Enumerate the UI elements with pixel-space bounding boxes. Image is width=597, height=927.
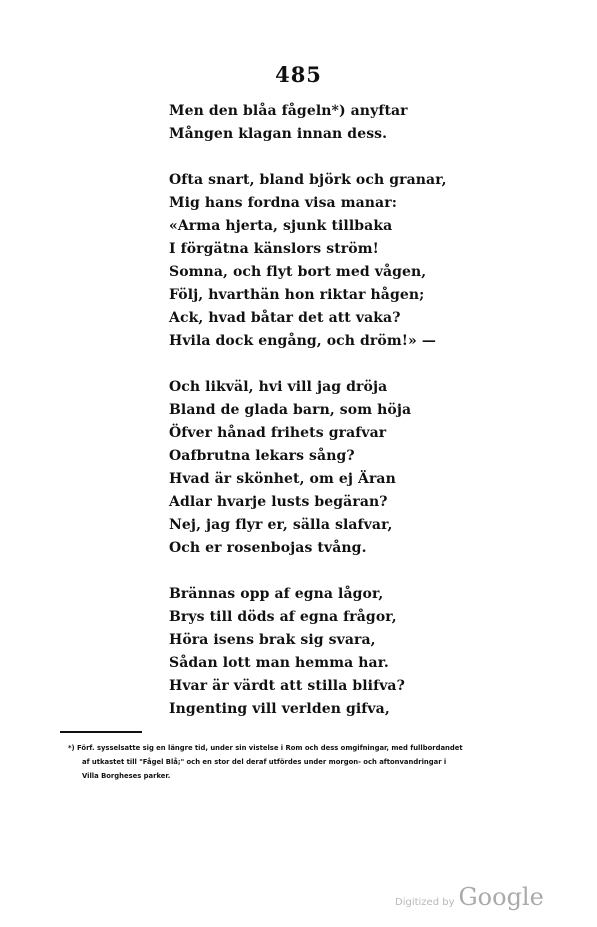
poem-line: Adlar hvarje lusts begäran? — [169, 494, 388, 510]
poem-line: Somna, och flyt bort med vågen, — [169, 264, 427, 280]
poem-line: Och likväl, hvi vill jag dröja — [169, 379, 388, 395]
digitized-watermark — [395, 883, 544, 911]
poem-line: Mig hans fordna visa manar: — [169, 195, 397, 211]
footnote-line: af utkastet till "Fågel Blå;" och en stor del deraf utfördes under morgon- och aftonvandringar i — [82, 758, 447, 766]
poem-line: Och er rosenbojas tvång. — [169, 540, 367, 556]
google-logo: Google — [458, 883, 544, 911]
poem-line: Hvar är värdt att stilla blifva? — [169, 678, 405, 694]
poem-line: Oafbrutna lekars sång? — [169, 448, 355, 464]
stanza-break — [169, 353, 447, 376]
poem-line: Ofta snart, bland björk och granar, — [169, 172, 447, 188]
poem-line: Bland de glada barn, som höja — [169, 402, 412, 418]
stanza-break — [169, 146, 447, 169]
poem-line: Men den blåa fågeln*) anyftar — [169, 103, 408, 119]
stanza-break — [169, 560, 447, 583]
poem-line: Öfver hånad frihets grafvar — [169, 425, 387, 441]
poem-line: Mången klagan innan dess. — [169, 126, 388, 142]
poem-line: Höra isens brak sig svara, — [169, 632, 376, 648]
footnote — [68, 741, 488, 783]
poem-line: Hvad är skönhet, om ej Äran — [169, 471, 396, 487]
footnote-line: *) Förf. sysselsatte sig en längre tid, under sin vistelse i Rom och dess omgifningar, med fullbordandet — [68, 744, 463, 752]
poem-line: I förgätna känslors ström! — [169, 241, 379, 257]
footnote-line: Villa Borgheses parker. — [82, 772, 171, 780]
poem-text — [169, 100, 447, 721]
poem-line: Hvila dock engång, och dröm!» — — [169, 333, 436, 349]
poem-line: Ingenting vill verlden gifva, — [169, 701, 390, 717]
poem-line: «Arma hjerta, sjunk tillbaka — [169, 218, 393, 234]
poem-line: Följ, hvarthän hon riktar hågen; — [169, 287, 425, 303]
watermark-prefix: Digitized by — [395, 897, 455, 908]
footnote-divider — [60, 731, 142, 733]
poem-line: Brännas opp af egna lågor, — [169, 586, 384, 602]
page-number: 485 — [275, 62, 322, 87]
poem-line: Nej, jag flyr er, sälla slafvar, — [169, 517, 393, 533]
poem-line: Ack, hvad båtar det att vaka? — [169, 310, 401, 326]
poem-line: Brys till döds af egna frågor, — [169, 609, 397, 625]
poem-line: Sådan lott man hemma har. — [169, 655, 389, 671]
